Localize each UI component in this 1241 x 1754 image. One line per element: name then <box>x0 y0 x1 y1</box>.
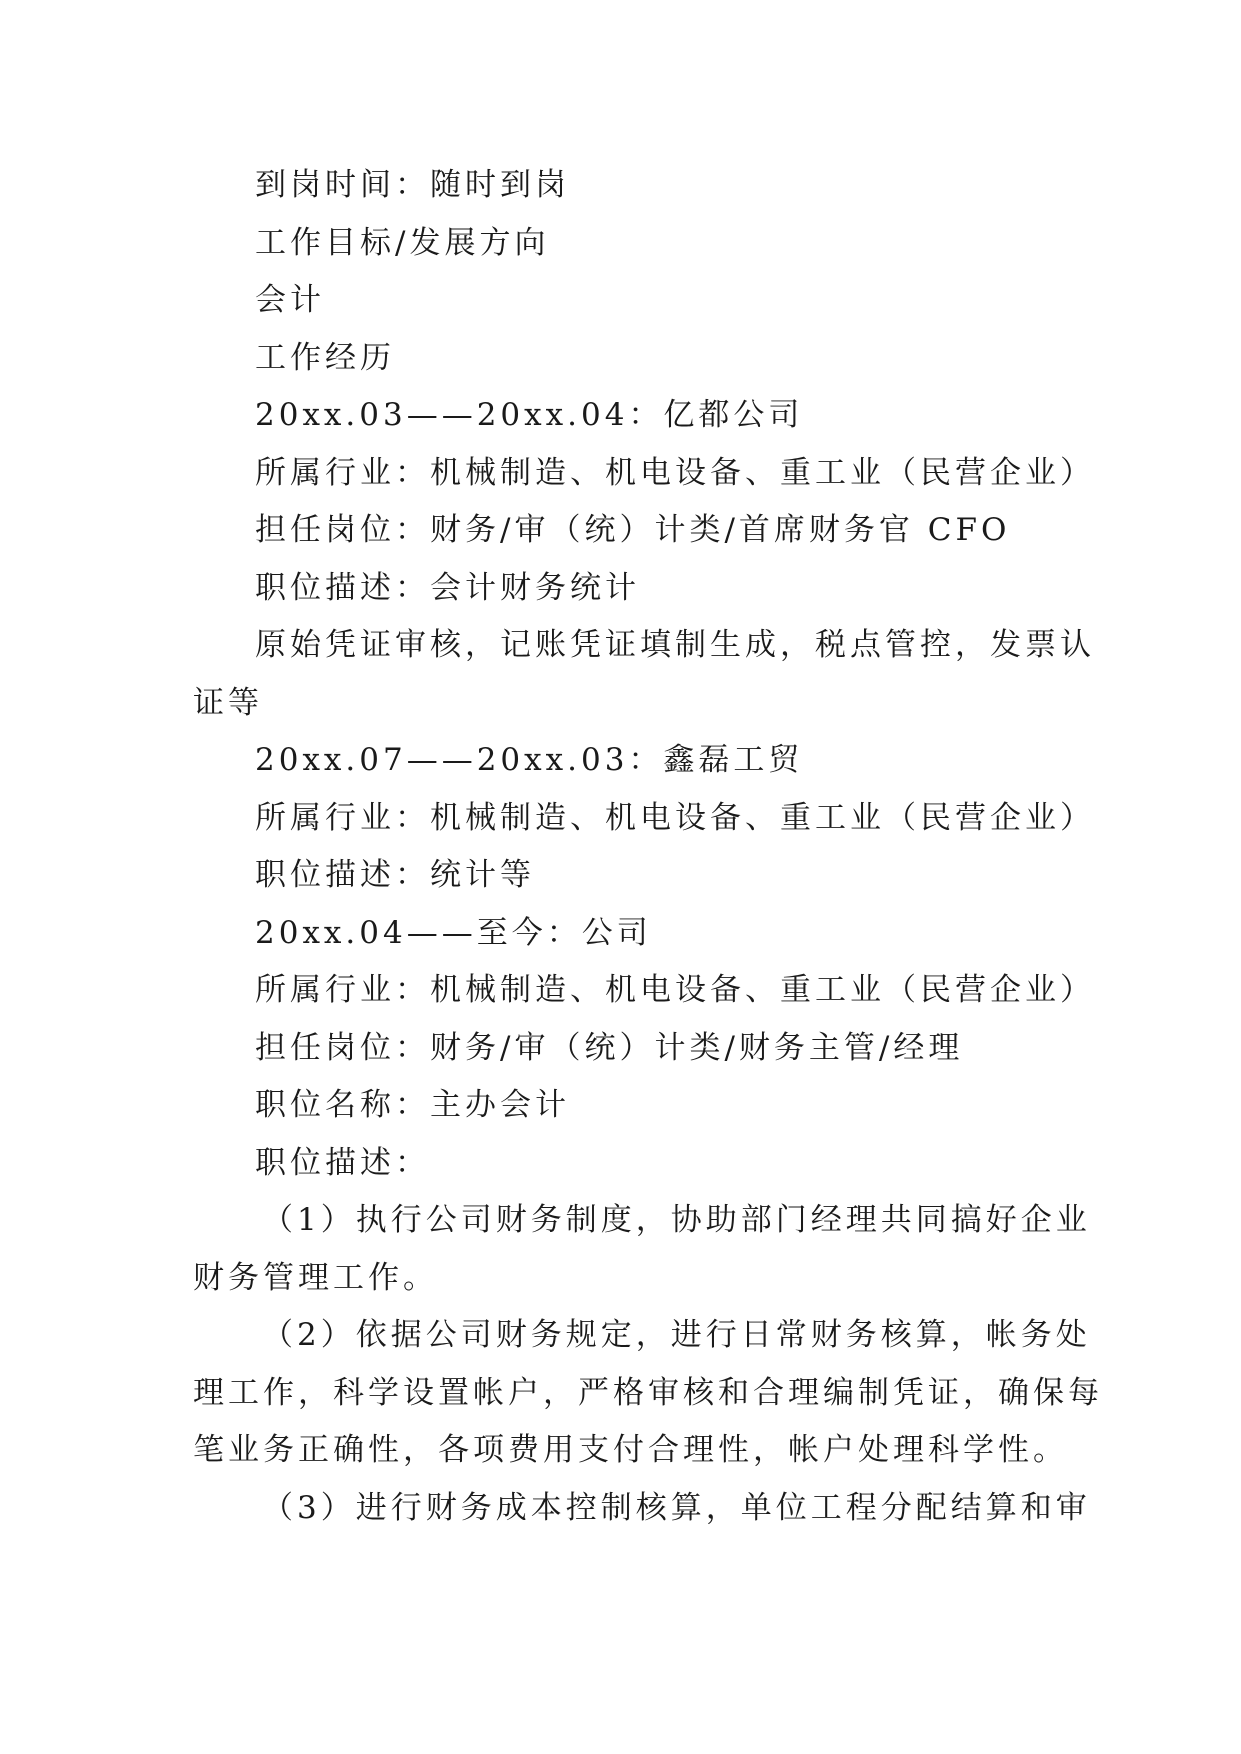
job-2-industry: 所属行业：机械制造、机电设备、重工业（民营企业） <box>255 800 1095 836</box>
duty-2-line-3: 笔业务正确性，各项费用支付合理性，帐户处理科学性。 <box>193 1432 1068 1468</box>
job-1-period: 20xx.03——20xx.04：亿都公司 <box>255 397 804 433</box>
goal-value: 会计 <box>255 282 325 318</box>
duty-3-line-1: （3）进行财务成本控制核算，单位工程分配结算和审 <box>262 1490 1091 1526</box>
goal-heading: 工作目标/发展方向 <box>255 225 550 261</box>
job-2-period: 20xx.07——20xx.03：鑫磊工贸 <box>255 742 804 778</box>
duty-2-line-1: （2）依据公司财务规定，进行日常财务核算，帐务处 <box>262 1317 1091 1353</box>
job-3-title: 职位名称：主办会计 <box>255 1087 570 1123</box>
job-1-industry: 所属行业：机械制造、机电设备、重工业（民营企业） <box>255 455 1095 491</box>
job-2-description: 职位描述：统计等 <box>255 857 535 893</box>
job-1-description-label: 职位描述：会计财务统计 <box>255 570 640 606</box>
job-3-description-label: 职位描述： <box>255 1145 430 1181</box>
experience-heading: 工作经历 <box>255 340 395 376</box>
job-1-description-line-2: 证等 <box>193 685 263 721</box>
duty-1-line-2: 财务管理工作。 <box>193 1260 438 1296</box>
job-1-description-line-1: 原始凭证审核，记账凭证填制生成，税点管控，发票认 <box>255 627 1095 663</box>
job-3-industry: 所属行业：机械制造、机电设备、重工业（民营企业） <box>255 972 1095 1008</box>
duty-2-line-2: 理工作，科学设置帐户，严格审核和合理编制凭证，确保每 <box>193 1375 1103 1411</box>
arrival-time-line: 到岗时间：随时到岗 <box>255 167 570 203</box>
job-3-position: 担任岗位：财务/审（统）计类/财务主管/经理 <box>255 1030 964 1066</box>
duty-1-line-1: （1）执行公司财务制度，协助部门经理共同搞好企业 <box>262 1202 1091 1238</box>
job-3-period: 20xx.04——至今：公司 <box>255 915 652 951</box>
job-1-position: 担任岗位：财务/审（统）计类/首席财务官 CFO <box>255 512 1011 548</box>
